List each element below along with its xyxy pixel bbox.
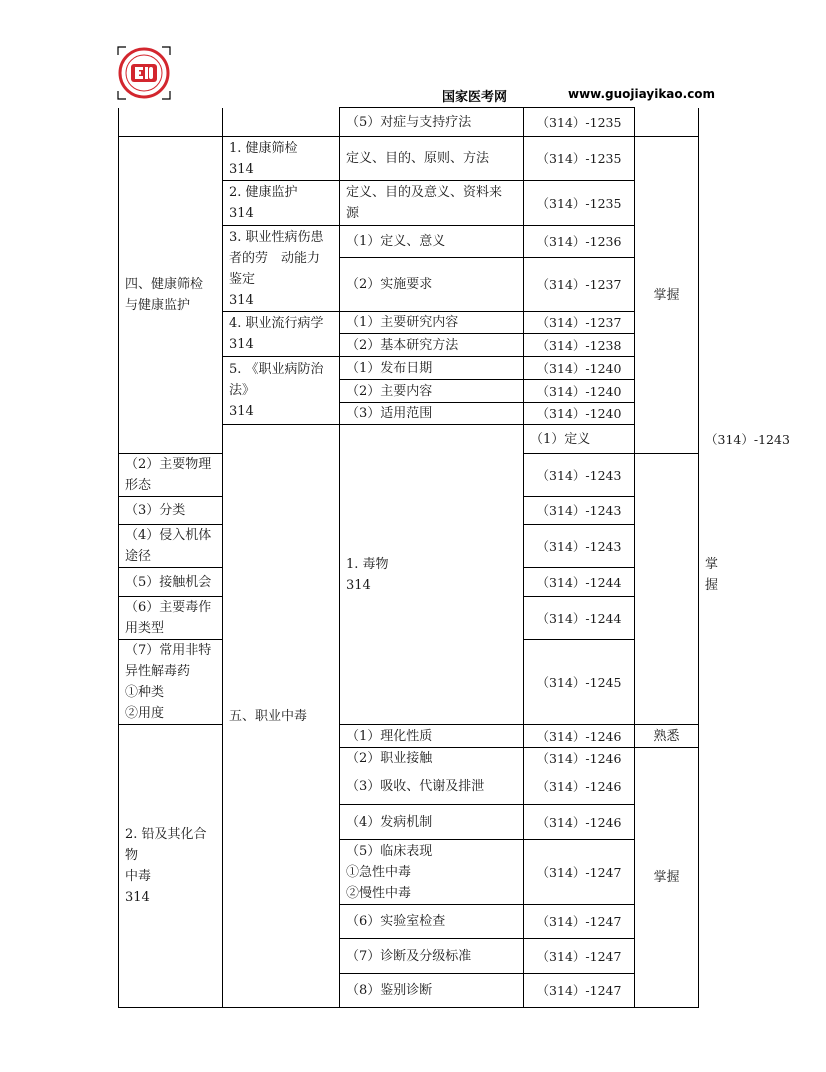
ref-cell: （314）-1235: [524, 137, 635, 181]
table-row: [119, 725, 699, 748]
topic-cell: [223, 226, 340, 312]
requirement-cell: [635, 108, 699, 137]
topic-code: 314: [229, 404, 254, 419]
item-cell: （4）发病机制: [340, 805, 524, 840]
item-text: 源: [346, 206, 360, 221]
item-cell: （3）适用范围: [340, 403, 524, 425]
item-text: ①种类: [125, 685, 165, 700]
item-cell: （1）定义: [524, 425, 635, 454]
topic-cell: [223, 137, 340, 181]
ref-cell: （314）-1246: [524, 748, 635, 770]
unit-name: 五、职业中毒: [229, 708, 308, 724]
ref-cell: （314）-1235: [524, 181, 635, 226]
topic-title: 3. 职业性病伤患: [229, 229, 324, 245]
item-cell: [119, 640, 223, 725]
ref-cell: （314）-1240: [524, 403, 635, 425]
item-text: （7）常用非特异性解毒药: [125, 643, 212, 679]
topic-title: 1. 毒物: [346, 556, 389, 572]
topic-title: 法》: [229, 383, 256, 398]
topic-code: 314: [125, 890, 150, 905]
topic-title: 者的劳 动能力: [229, 250, 321, 266]
topic-cell: [340, 425, 524, 725]
topic-code: 314: [229, 161, 254, 177]
unit-name: 四、健康筛检: [125, 277, 204, 292]
topic-cell: [119, 725, 223, 1008]
item-cell: （2）实施要求: [340, 258, 524, 312]
table-row: [119, 108, 699, 137]
item-cell: （7）诊断及分级标准: [340, 939, 524, 974]
ref-cell: （314）-1246: [524, 770, 635, 805]
ref-cell: （314）-1245: [524, 640, 635, 725]
topic-title: 1. 健康筛检: [229, 140, 298, 156]
item-text: ①急性中毒: [346, 864, 412, 880]
topic-title: 中毒: [125, 869, 152, 884]
site-url[interactable]: www.guojiayikao.com: [568, 87, 716, 101]
ref-cell: （314）-1247: [524, 905, 635, 939]
item-cell: [340, 181, 524, 226]
unit-cell: [119, 137, 223, 454]
item-cell: （3）分类: [119, 497, 223, 525]
item-cell: （6）实验室检查: [340, 905, 524, 939]
topic-code: 314: [229, 337, 254, 352]
item-cell: （2）职业接触: [340, 748, 524, 770]
table-row: [119, 137, 699, 181]
unit-cell: [223, 425, 340, 1008]
ref-cell: （314）-1243: [524, 454, 635, 497]
item-cell: （1）发布日期: [340, 357, 524, 380]
item-cell: （1）定义、意义: [340, 226, 524, 258]
guojiayikao-logo: [116, 45, 172, 101]
topic-title: 2. 健康监护: [229, 185, 298, 200]
topic-title: 鉴定: [229, 271, 256, 287]
ref-cell: （314）-1237: [524, 312, 635, 334]
item-cell: 定义、目的、原则、方法: [340, 137, 524, 181]
requirement-cell: 掌握: [635, 137, 699, 454]
ref-cell: （314）-1243: [524, 497, 635, 525]
ref-cell: （314）-1240: [524, 380, 635, 403]
ref-cell: （314）-1244: [524, 568, 635, 597]
ref-cell: （314）-1246: [524, 725, 635, 748]
item-text: 定义、目的及意义、资料来: [346, 185, 503, 200]
topic-code: 314: [346, 577, 371, 593]
ref-cell: （314）-1247: [524, 840, 635, 905]
item-cell: （1）理化性质: [340, 725, 524, 748]
ref-cell: （314）-1243: [524, 525, 635, 568]
item-cell: （5）接触机会: [119, 568, 223, 597]
topic-cell: [223, 357, 340, 425]
topic-code: 314: [229, 206, 254, 221]
ref-cell: （314）-1238: [524, 334, 635, 357]
item-text: ②慢性中毒: [346, 885, 412, 901]
ref-cell: （314）-1240: [524, 357, 635, 380]
requirement-cell: 熟悉: [635, 725, 699, 748]
syllabus-table: [118, 107, 790, 1008]
item-cell: （3）吸收、代谢及排泄: [340, 770, 524, 805]
ref-cell: （314）-1237: [524, 258, 635, 312]
ref-cell: （314）-1236: [524, 226, 635, 258]
item-cell: （2）主要内容: [340, 380, 524, 403]
item-cell: （2）主要物理形态: [119, 454, 223, 497]
table-row: 五、职业中毒 1. 毒物 314 （1）定义 （314）-1243 掌握: [119, 425, 699, 454]
topic-cell: [223, 181, 340, 226]
item-cell: （2）基本研究方法: [340, 334, 524, 357]
ref-cell: （314）-1235: [524, 108, 635, 137]
item-text: ②用度: [125, 706, 165, 721]
requirement-cell: 掌握: [635, 748, 699, 1008]
topic-code: 314: [229, 292, 254, 308]
item-cell: （5）对症与支持疗法: [340, 108, 524, 137]
topic-cell: [223, 108, 340, 137]
topic-title: 4. 职业流行病学: [229, 316, 324, 331]
item-cell: （4）侵入机体途径: [119, 525, 223, 568]
ref-cell: （314）-1247: [524, 974, 635, 1008]
topic-title: 5. 《职业病防治: [229, 362, 324, 377]
ref-cell: （314）-1244: [524, 597, 635, 640]
topic-cell: [223, 312, 340, 357]
unit-cell: [119, 108, 223, 137]
unit-name: 与健康监护: [125, 298, 191, 313]
site-name: 国家医考网: [442, 90, 508, 105]
item-cell: （1）主要研究内容: [340, 312, 524, 334]
item-text: （5）临床表现: [346, 843, 433, 859]
item-cell: （6）主要毒作用类型: [119, 597, 223, 640]
ref-cell: （314）-1247: [524, 939, 635, 974]
ref-cell: （314）-1246: [524, 805, 635, 840]
item-cell: [340, 840, 524, 905]
topic-title: 2. 铅及其化合物: [125, 827, 207, 863]
item-cell: （8）鉴别诊断: [340, 974, 524, 1008]
